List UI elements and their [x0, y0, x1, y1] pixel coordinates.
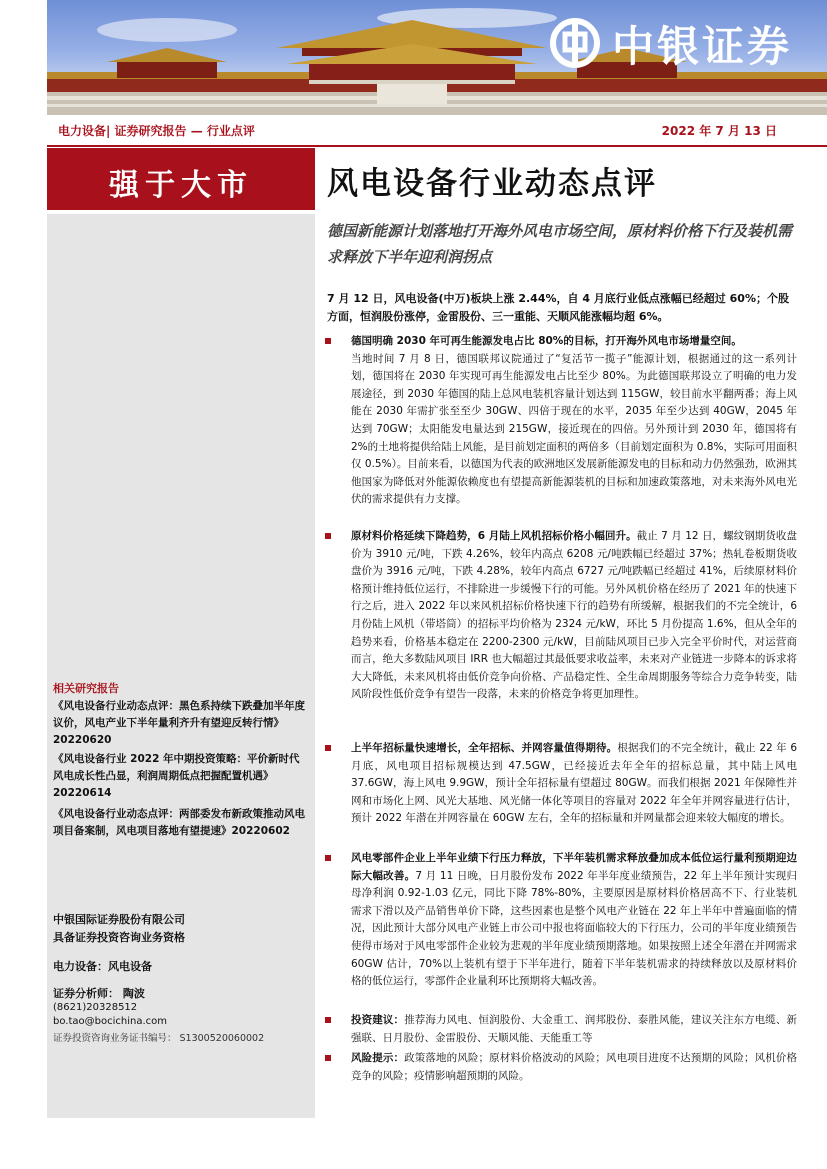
bullet-body: 根据我们的不完全统计，截止 22 年 6 月底，风电项目招标规模达到 47.5GW，已经接近去年全年的招标总量，其中陆上风电 37.6GW，海上风电 9.9GW，预计全年招标量有望超过 80GW。而我们根据 2021 年保障性并网和市场化上网、风光大基地、风光储一体化等项目的容量对 2022 年全年并网容量进行估计，预计 2022 年潜在并网容量在 60GW 左右，全年的招标量和并网量都会迎来较大幅度的增长。	[351, 742, 798, 825]
analyst-email: bo.tao@bocichina.com	[53, 1016, 167, 1027]
bullet-lead: 德国明确 2030 年可再生能源发电占比 80%的目标，打开海外风电市场增量空间。	[351, 335, 742, 347]
rating-label: 强于大市	[109, 168, 253, 203]
rating-box	[47, 148, 315, 210]
related-reports-title: 相关研究报告	[53, 682, 119, 695]
bullet-marker-icon	[325, 855, 331, 861]
summary-paragraph: 7 月 12 日，风电设备(中万)板块上涨 2.44%，自 4 月底行业低点涨幅已经超过 60%；个股方面，恒润股份涨停，金雷股份、三一重能、天顺风能涨幅均超 6%。	[327, 292, 789, 323]
related-report-item: 《风电设备行业 2022 年中期投资策略：平价新时代风电成长性凸显，利润周期低点把握配置机遇》20220614	[53, 753, 300, 799]
header-banner-image	[47, 0, 827, 115]
bullet-lead: 风险提示：	[351, 1052, 405, 1064]
bullet-lead: 原材料价格延续下降趋势，6 月陆上风机招标价格小幅回升。	[351, 530, 637, 542]
page-title: 风电设备行业动态点评	[327, 166, 657, 202]
company-qualification: 具备证券投资咨询业务资格	[53, 931, 185, 944]
analyst-phone: (8621)20328512	[53, 1002, 138, 1013]
bullet-section	[327, 1050, 797, 1085]
page-subtitle: 德国新能源计划落地打开海外风电市场空间，原材料价格下行及装机需求释放下半年迎利润拐点	[327, 222, 793, 266]
bullet-body: 推荐海力风电、恒润股份、大金重工、润邦股份、泰胜风能，建议关注东方电缆、新强联、日月股份、金雷股份、天顺风能、天能重工等	[351, 1014, 798, 1044]
bullet-section	[327, 1012, 797, 1047]
bullet-marker-icon	[325, 533, 331, 539]
bullet-lead: 上半年招标量快速增长，全年招标、并网容量值得期待。	[351, 742, 618, 754]
bullet-lead: 投资建议：	[351, 1014, 405, 1026]
breadcrumb: 电力设备| 证券研究报告 — 行业点评	[58, 124, 255, 138]
bullet-body: 7 月 11 日晚，日月股份发布 2022 年半年度业绩预告，22 年上半年预计实现归母净利润 0.92-1.03 亿元，同比下降 78%-80%，主要原因是原材料价格居高不下、行业装机需求下滑以及产品销售单价下降，这些因素也是整个风电产业链在 22 年上半年中普遍面临的情况，因此预计大部分风电产业链上市公司中报也将面临较大的下行压力，公司的半年度业绩预告使得市场对于风电零部件企业较为悲观的半年度业绩预期落地。如果按照上述全年潜在并网需求 60GW 估计，70%以上装机有望于下半年进行，随着下半年装机需求的持续释放以及原材料价格的低位运行，零部件企业量利环比预期将大幅改善。	[351, 869, 798, 988]
bullet-marker-icon	[325, 745, 331, 751]
brand-name: 中银证券	[612, 22, 793, 71]
bullet-marker-icon	[325, 1055, 331, 1061]
bullet-section	[327, 850, 797, 991]
sector-label: 电力设备：风电设备	[53, 960, 152, 973]
bullet-body: 政策落地的风险；原材料价格波动的风险；风电项目进度不达预期的风险；风机价格竞争的风险；疫情影响超预期的风险。	[351, 1052, 798, 1082]
analyst-name: 证券分析师： 陶波	[53, 987, 145, 1000]
boc-logo-icon	[550, 18, 600, 68]
bullet-body: 当地时间 7 月 8 日，德国联邦议院通过了“复活节一揽子”能源计划，根据通过的这一系列计划，德国将在 2030 年实现可再生能源发电占比至少 80%。为此德国联邦设立了明确的电力发展途径，到 2030 年德国的陆上总风电装机容量计划达到 115GW，较目前水平翻两番；海上风能在 2030 年需扩张至至少 30GW、四倍于现在的水平，2035 年至少达到 40GW，2045 年达到 70GW；太阳能发电量达到 215GW，接近现在的四倍。另外预计到 2030 年，德国将有 2%的土地将提供给陆上风能，是目前划定面积的两倍多（目前划定面积为 0.8%，实际可用面积仅 0.5%）。目前来看，以德国为代表的欧洲地区发展新能源发电的目标和动力仍然强劲，欧洲其他国家为降低对外能源依赖度也有望提高新能源装机的目标和加速政策落地，对未来海外风电光伏的需求提供有力支撑。	[351, 352, 797, 506]
sidebar-panel	[47, 214, 315, 1118]
brand-logo	[542, 0, 827, 90]
bullet-section	[327, 740, 797, 828]
bullet-marker-icon	[325, 338, 331, 344]
company-name: 中银国际证券股份有限公司	[53, 913, 185, 926]
bullet-marker-icon	[325, 1017, 331, 1023]
related-report-item: 《风电设备行业动态点评：黑色系持续下跌叠加半年度议价，风电产业下半年量利齐升有望迎反转行情》20220620	[53, 700, 305, 746]
bullet-section	[327, 528, 797, 704]
report-date: 2022 年 7 月 13 日	[661, 124, 777, 138]
analyst-certificate: 证券投资咨询业务证书编号： S1300520060002	[53, 1033, 265, 1044]
related-report-item: 《风电设备行业动态点评：两部委发布新政策推动风电项目备案制，风电项目落地有望提速》20220602	[53, 808, 305, 837]
bullet-body: 截止 7 月 12 日，螺纹钢期货收盘价为 3910 元/吨，下跌 4.26%，较年内高点 6208 元/吨跌幅已经超过 37%；热轧卷板期货收盘价为 3916 元/吨，下跌 4.28%，较年内高点 6727 元/吨跌幅已经超过 41%，后续原材料价格预计维持低位运行，不排除进一步缓慢下行的可能。另外风机价格在经历了 2021 年的快速下行之后，进入 2022 年以来风机招标价格快速下行的趋势有所缓解，根据我们的不完全统计，6 月份陆上风机（带塔筒）的招标平均价格为 2324 元/kW，环比 5 月份提高 1.6%，但从全年的趋势来看，价格基本稳定在 2200-2300 元/kW，目前陆风项目已步入完全平价时代，对运营商而言，绝大多数陆风项目 IRR 也大幅超过其最低要求收益率，未来对产业链进一步降本的诉求将大大降低，未来风机将由低价竞争向价格、产品稳定性、全生命周期服务等综合力竞争转变，陆风阶段性低价竞争有望告一段落，未来的价格竞争将更加理性。	[351, 530, 797, 701]
bullet-lead: 风电零部件企业上半年业绩下行压力释放，下半年装机需求释放叠加成本低位运行量利预期迎边际大幅改善。	[351, 852, 797, 882]
bullet-section	[327, 333, 797, 509]
